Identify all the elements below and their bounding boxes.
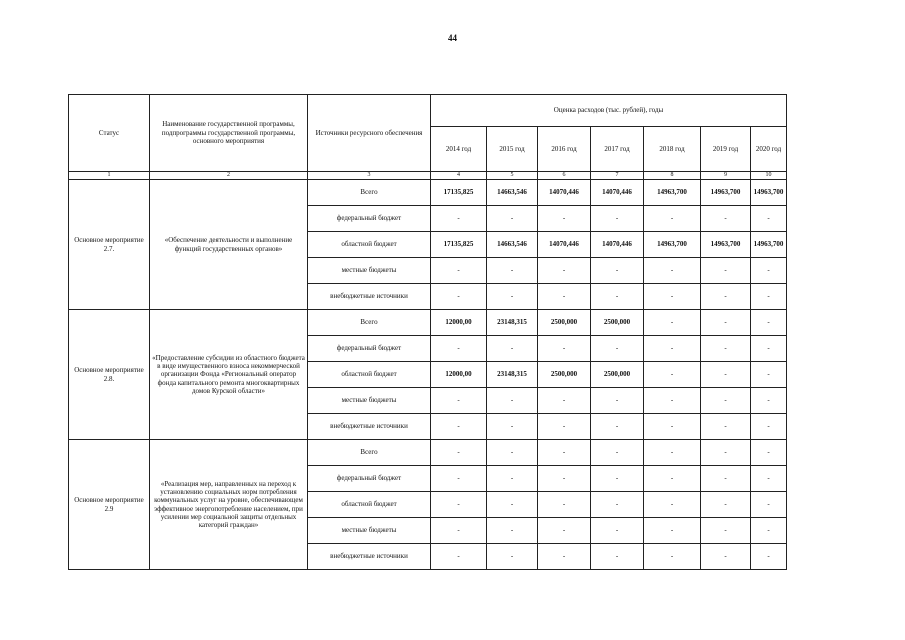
expense-value: -	[644, 284, 701, 310]
expense-value: -	[591, 414, 644, 440]
header-sources: Источники ресурсного обеспечения	[308, 95, 431, 172]
expense-value: -	[591, 388, 644, 414]
measure-name: «Реализация мер, направленных на переход к установлению социальных норм потребления коммунальных услуг на уровне, обеспечивающем эффективное энергопотребление населением, при усилении мер социальной защиты отдельных категорий граждан»	[150, 440, 308, 570]
expense-value: -	[487, 284, 538, 310]
funding-source: внебюджетные источники	[308, 414, 431, 440]
expense-value: 23148,315	[487, 362, 538, 388]
expense-value: -	[751, 492, 787, 518]
expense-value: -	[538, 440, 591, 466]
page-number: 44	[448, 33, 457, 43]
expense-value: -	[701, 362, 751, 388]
funding-source: внебюджетные источники	[308, 284, 431, 310]
expense-value: 14070,446	[591, 180, 644, 206]
expense-value: 23148,315	[487, 310, 538, 336]
expense-value: -	[591, 284, 644, 310]
funding-source: федеральный бюджет	[308, 466, 431, 492]
expense-value: 14963,700	[701, 232, 751, 258]
header-year: 2016 год	[538, 127, 591, 172]
funding-source: местные бюджеты	[308, 258, 431, 284]
expense-value: -	[538, 414, 591, 440]
expense-value: -	[538, 258, 591, 284]
expense-value: -	[431, 414, 487, 440]
expense-value: -	[701, 518, 751, 544]
expense-value: -	[751, 466, 787, 492]
expense-value: 14963,700	[751, 180, 787, 206]
column-number: 8	[644, 172, 701, 180]
expense-value: -	[751, 544, 787, 570]
expense-value: -	[538, 544, 591, 570]
funding-source: внебюджетные источники	[308, 544, 431, 570]
expense-value: -	[591, 492, 644, 518]
expense-value: -	[487, 466, 538, 492]
expense-value: -	[701, 336, 751, 362]
expense-value: 14070,446	[591, 232, 644, 258]
expense-value: -	[701, 466, 751, 492]
expense-value: 2500,000	[538, 310, 591, 336]
expense-value: 14963,700	[701, 180, 751, 206]
expense-value: -	[701, 414, 751, 440]
expense-value: -	[431, 440, 487, 466]
expense-value: 14070,446	[538, 180, 591, 206]
expense-value: 2500,000	[591, 362, 644, 388]
header-name: Наименование государственной программы, подпрограммы государственной программы, основного мероприятия	[150, 95, 308, 172]
header-year: 2014 год	[431, 127, 487, 172]
table-row	[69, 310, 787, 336]
funding-source: областной бюджет	[308, 232, 431, 258]
expense-value: -	[487, 388, 538, 414]
expense-value: -	[701, 310, 751, 336]
measure-status: Основное мероприятие 2.7.	[69, 180, 150, 310]
expense-value: -	[591, 518, 644, 544]
header-year: 2019 год	[701, 127, 751, 172]
expense-value: -	[644, 206, 701, 232]
budget-table	[68, 94, 787, 570]
expense-value: -	[701, 440, 751, 466]
table-row	[69, 440, 787, 466]
expense-value: -	[591, 440, 644, 466]
expense-value: -	[644, 492, 701, 518]
expense-value: -	[751, 518, 787, 544]
expense-value: -	[538, 388, 591, 414]
header-year: 2020 год	[751, 127, 787, 172]
funding-source: местные бюджеты	[308, 518, 431, 544]
header-status: Статус	[69, 95, 150, 172]
expense-value: -	[701, 284, 751, 310]
column-number: 6	[538, 172, 591, 180]
expense-value: 14963,700	[644, 180, 701, 206]
funding-source: Всего	[308, 440, 431, 466]
expense-value: -	[701, 544, 751, 570]
expense-value: -	[538, 518, 591, 544]
expense-value: -	[538, 206, 591, 232]
column-number: 9	[701, 172, 751, 180]
expense-value: -	[431, 388, 487, 414]
measure-name: «Обеспечение деятельности и выполнение функций государственных органов»	[150, 180, 308, 310]
expense-value: -	[591, 258, 644, 284]
expense-value: -	[644, 466, 701, 492]
expense-value: -	[751, 258, 787, 284]
expense-value: -	[431, 544, 487, 570]
expense-value: -	[431, 518, 487, 544]
expense-value: -	[538, 336, 591, 362]
expense-value: -	[751, 336, 787, 362]
expense-value: -	[644, 440, 701, 466]
expense-value: 14963,700	[751, 232, 787, 258]
expense-value: -	[751, 206, 787, 232]
measure-name: «Предоставление субсидии из областного бюджета в виде имущественного взноса некоммерческой организации Фонда «Региональный оператор фонда капитального ремонта многоквартирных домов Курской области»	[150, 310, 308, 440]
expense-value: -	[644, 388, 701, 414]
column-number: 1	[69, 172, 150, 180]
expense-value: -	[644, 544, 701, 570]
expense-value: 14663,546	[487, 180, 538, 206]
expense-value: -	[701, 206, 751, 232]
expense-value: -	[644, 414, 701, 440]
expense-value: -	[591, 206, 644, 232]
expense-value: 17135,825	[431, 232, 487, 258]
expense-value: -	[538, 284, 591, 310]
expense-value: 14963,700	[644, 232, 701, 258]
funding-source: Всего	[308, 310, 431, 336]
expense-value: -	[538, 466, 591, 492]
expense-value: -	[591, 466, 644, 492]
column-number: 3	[308, 172, 431, 180]
column-number: 4	[431, 172, 487, 180]
header-year: 2018 год	[644, 127, 701, 172]
funding-source: федеральный бюджет	[308, 206, 431, 232]
expense-value: -	[701, 492, 751, 518]
expense-value: -	[751, 388, 787, 414]
expense-value: -	[644, 362, 701, 388]
measure-status: Основное мероприятие 2.8.	[69, 310, 150, 440]
funding-source: федеральный бюджет	[308, 336, 431, 362]
expense-value: -	[487, 544, 538, 570]
expense-value: -	[751, 414, 787, 440]
measure-status: Основное мероприятие 2.9	[69, 440, 150, 570]
expense-value: -	[431, 206, 487, 232]
expense-value: -	[701, 388, 751, 414]
expense-value: 2500,000	[591, 310, 644, 336]
funding-source: областной бюджет	[308, 492, 431, 518]
column-number: 5	[487, 172, 538, 180]
expense-value: -	[487, 440, 538, 466]
expense-value: -	[431, 258, 487, 284]
expense-value: -	[431, 492, 487, 518]
expense-value: 14663,546	[487, 232, 538, 258]
expense-value: -	[751, 362, 787, 388]
expense-value: 12000,00	[431, 362, 487, 388]
expense-value: -	[591, 544, 644, 570]
expense-value: 17135,825	[431, 180, 487, 206]
expense-value: -	[431, 466, 487, 492]
expense-value: -	[751, 310, 787, 336]
expense-value: 2500,000	[538, 362, 591, 388]
expense-value: -	[487, 492, 538, 518]
expense-value: 14070,446	[538, 232, 591, 258]
expense-value: -	[644, 310, 701, 336]
expense-value: 12000,00	[431, 310, 487, 336]
column-number: 10	[751, 172, 787, 180]
expense-value: -	[487, 518, 538, 544]
header-estimate: Оценка расходов (тыс. рублей), годы	[431, 95, 787, 127]
expense-value: -	[644, 518, 701, 544]
header-year: 2015 год	[487, 127, 538, 172]
expense-value: -	[751, 440, 787, 466]
expense-value: -	[431, 336, 487, 362]
column-number: 7	[591, 172, 644, 180]
expense-value: -	[751, 284, 787, 310]
column-number: 2	[150, 172, 308, 180]
expense-value: -	[487, 206, 538, 232]
funding-source: областной бюджет	[308, 362, 431, 388]
expense-value: -	[538, 492, 591, 518]
header-year: 2017 год	[591, 127, 644, 172]
expense-value: -	[644, 336, 701, 362]
expense-value: -	[487, 336, 538, 362]
expense-value: -	[701, 258, 751, 284]
funding-source: Всего	[308, 180, 431, 206]
expense-value: -	[591, 336, 644, 362]
expense-value: -	[487, 258, 538, 284]
expense-value: -	[644, 258, 701, 284]
expense-value: -	[487, 414, 538, 440]
table-row	[69, 180, 787, 206]
expense-value: -	[431, 284, 487, 310]
funding-source: местные бюджеты	[308, 388, 431, 414]
